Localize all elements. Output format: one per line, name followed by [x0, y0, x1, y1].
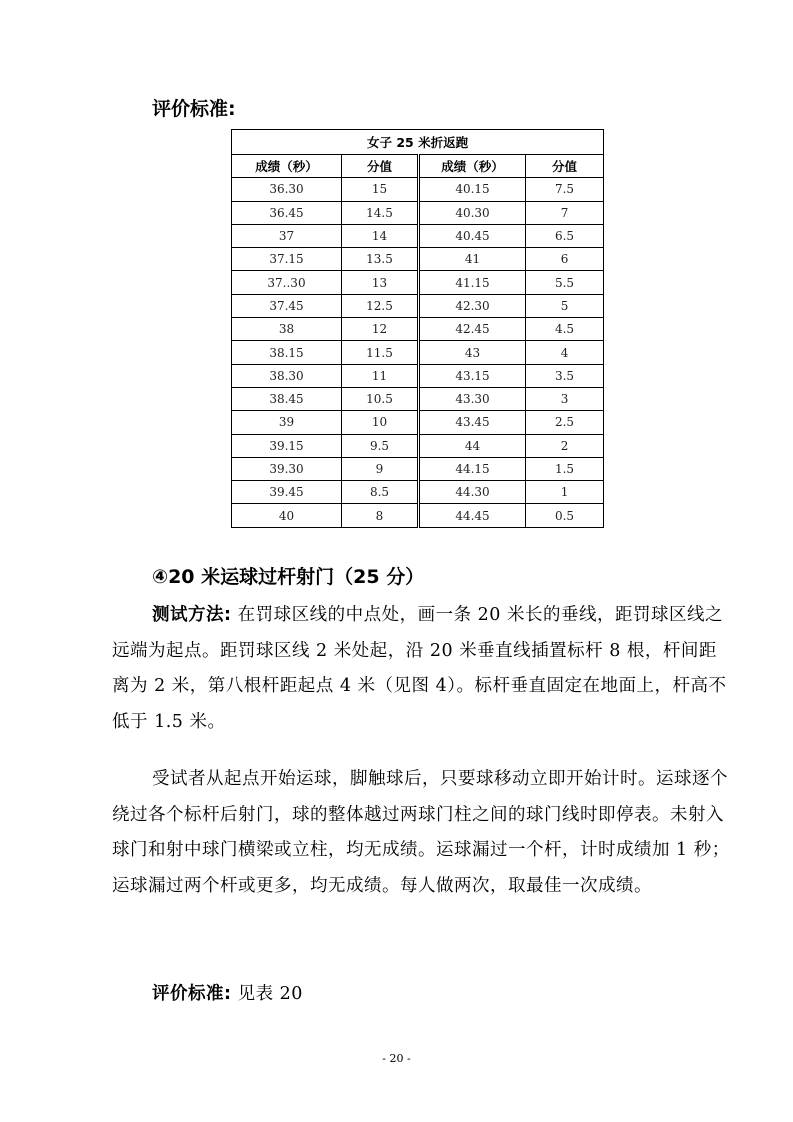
eval-text: 见表 20 — [237, 984, 303, 1004]
time-cell: 43 — [419, 341, 526, 364]
table-row — [232, 434, 604, 457]
method-label: 测试方法: — [152, 605, 232, 625]
time-cell: 37.45 — [232, 294, 342, 317]
table-row — [232, 248, 604, 271]
score-cell: 12 — [342, 318, 419, 341]
score-cell: 9.5 — [342, 434, 419, 457]
table-row — [232, 224, 604, 247]
method-text: 在罚球区线的中点处，画一条 20 米长的垂线，距罚球区线之远端为起点。距罚球区线 2 米处起，沿 20 米垂直线插置标杆 8 根，杆间距离为 2 米，第八根杆距起点 4 米（见图 4）。标杆垂直固定在地面上，杆高不低于 1.5 米。 — [112, 605, 727, 732]
time-cell: 42.45 — [419, 318, 526, 341]
table-row — [232, 271, 604, 294]
table-row — [232, 504, 604, 527]
time-cell: 39.15 — [232, 434, 342, 457]
table-row — [232, 364, 604, 387]
score-cell: 2 — [526, 434, 604, 457]
time-cell: 37.15 — [232, 248, 342, 271]
eval-label: 评价标准: — [152, 984, 232, 1004]
score-cell: 3.5 — [526, 364, 604, 387]
time-cell: 40.30 — [419, 201, 526, 224]
time-cell: 36.30 — [232, 178, 342, 201]
table-row — [232, 294, 604, 317]
score-cell: 14.5 — [342, 201, 419, 224]
time-cell: 37..30 — [232, 271, 342, 294]
time-cell: 44.30 — [419, 481, 526, 504]
time-cell: 40.45 — [419, 224, 526, 247]
score-cell: 14 — [342, 224, 419, 247]
time-cell: 38.45 — [232, 387, 342, 410]
time-cell: 40 — [232, 504, 342, 527]
time-cell: 37 — [232, 224, 342, 247]
header-cell: 分值 — [342, 155, 419, 178]
time-cell: 44.15 — [419, 457, 526, 480]
score-cell: 1.5 — [526, 457, 604, 480]
table-header-row — [232, 155, 604, 178]
score-cell: 8 — [342, 504, 419, 527]
time-cell: 38.30 — [232, 364, 342, 387]
score-cell: 7.5 — [526, 178, 604, 201]
time-cell: 36.45 — [232, 201, 342, 224]
time-cell: 39 — [232, 411, 342, 434]
page-number: - 20 - — [382, 1052, 411, 1065]
score-cell: 15 — [342, 178, 419, 201]
time-cell: 41.15 — [419, 271, 526, 294]
score-cell: 13.5 — [342, 248, 419, 271]
score-cell: 2.5 — [526, 411, 604, 434]
table-row — [232, 318, 604, 341]
score-cell: 10.5 — [342, 387, 419, 410]
table-row — [232, 481, 604, 504]
eval-paragraph — [112, 977, 732, 1013]
score-cell: 3 — [526, 387, 604, 410]
table-row — [232, 201, 604, 224]
table-row — [232, 341, 604, 364]
score-cell: 9 — [342, 457, 419, 480]
score-cell: 8.5 — [342, 481, 419, 504]
time-cell: 44 — [419, 434, 526, 457]
time-cell: 43.45 — [419, 411, 526, 434]
score-cell: 1 — [526, 481, 604, 504]
evaluation-heading: 评价标准: — [152, 98, 236, 120]
score-cell: 5.5 — [526, 271, 604, 294]
time-cell: 38 — [232, 318, 342, 341]
score-cell: 5 — [526, 294, 604, 317]
score-cell: 12.5 — [342, 294, 419, 317]
score-cell: 7 — [526, 201, 604, 224]
score-cell: 6 — [526, 248, 604, 271]
time-cell: 43.15 — [419, 364, 526, 387]
score-cell: 11 — [342, 364, 419, 387]
score-cell: 10 — [342, 411, 419, 434]
score-table — [231, 129, 604, 528]
method-paragraph — [112, 598, 732, 740]
time-cell: 42.30 — [419, 294, 526, 317]
time-cell: 41 — [419, 248, 526, 271]
time-cell: 38.15 — [232, 341, 342, 364]
table-row — [232, 387, 604, 410]
time-cell: 39.30 — [232, 457, 342, 480]
score-cell: 13 — [342, 271, 419, 294]
table-title: 女子 25 米折返跑 — [232, 130, 604, 155]
table-row — [232, 178, 604, 201]
time-cell: 40.15 — [419, 178, 526, 201]
score-cell: 11.5 — [342, 341, 419, 364]
header-cell: 成绩（秒） — [232, 155, 342, 178]
table-row — [232, 457, 604, 480]
rules-paragraph: 受试者从起点开始运球，脚触球后，只要球移动立即开始计时。运球逐个绕过各个标杆后射门，球的整体越过两球门柱之间的球门线时即停表。未射入球门和射中球门横梁或立柱，均无成绩。运球漏过一个杆，计时成绩加 1 秒；运球漏过两个杆或更多，均无成绩。每人做两次，取最佳一次成绩。 — [112, 769, 730, 896]
score-cell: 4 — [526, 341, 604, 364]
score-cell: 0.5 — [526, 504, 604, 527]
time-cell: 39.45 — [232, 481, 342, 504]
score-cell: 6.5 — [526, 224, 604, 247]
time-cell: 43.30 — [419, 387, 526, 410]
section-title: ④20 米运球过杆射门（25 分） — [152, 566, 425, 588]
score-cell: 4.5 — [526, 318, 604, 341]
time-cell: 44.45 — [419, 504, 526, 527]
header-cell: 成绩（秒） — [419, 155, 526, 178]
table-row — [232, 411, 604, 434]
header-cell: 分值 — [526, 155, 604, 178]
